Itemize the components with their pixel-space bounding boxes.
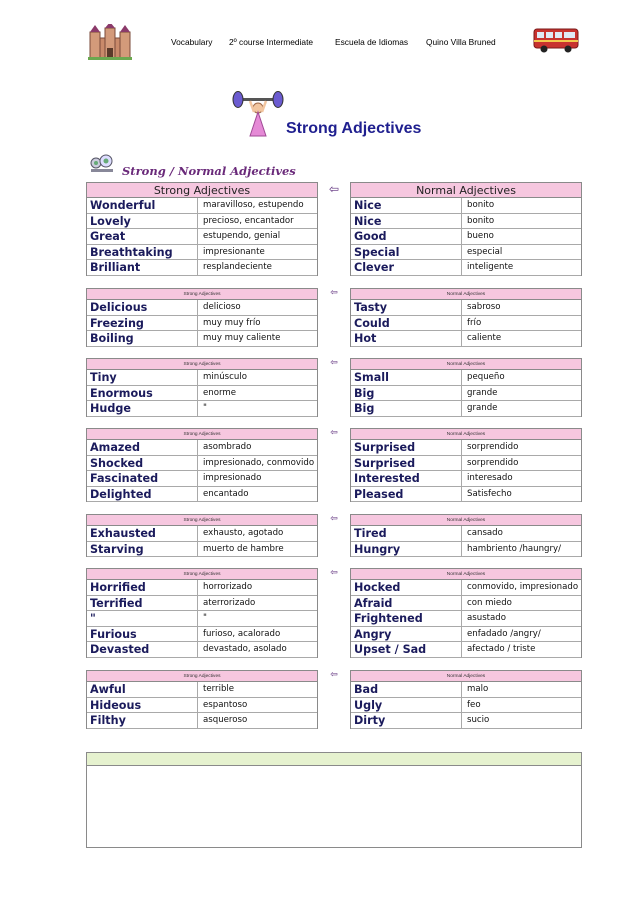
strong-adjectives-rows bbox=[86, 370, 318, 417]
spanish-meaning: sorprendido bbox=[467, 442, 519, 452]
adjective-word: Lovely bbox=[90, 214, 131, 228]
spanish-meaning: interesado bbox=[467, 473, 513, 483]
column-divider bbox=[197, 611, 198, 627]
adjective-word: Awful bbox=[90, 683, 126, 696]
spanish-meaning: furioso, acalorado bbox=[203, 628, 281, 639]
table-row bbox=[351, 245, 581, 261]
normal-adjectives-rows bbox=[350, 440, 582, 502]
adjective-group bbox=[86, 182, 582, 276]
spanish-meaning: inteligente bbox=[467, 262, 514, 272]
spanish-meaning: espantoso bbox=[203, 699, 248, 710]
table-row bbox=[351, 682, 581, 698]
column-divider bbox=[461, 198, 462, 214]
column-divider bbox=[197, 300, 198, 316]
normal-adjectives-column bbox=[350, 670, 582, 729]
column-divider bbox=[197, 580, 198, 596]
header-course: 2º course Intermediate bbox=[229, 37, 314, 47]
adjective-word: Horrified bbox=[90, 581, 146, 594]
table-row bbox=[87, 370, 317, 386]
adjective-word: " bbox=[90, 612, 96, 625]
spanish-meaning: bonito bbox=[467, 215, 495, 226]
page-title: Strong Adjectives bbox=[286, 120, 422, 137]
flask-icon bbox=[88, 151, 116, 173]
spanish-meaning: muy muy caliente bbox=[203, 333, 281, 343]
normal-adjectives-column bbox=[350, 568, 582, 658]
spanish-meaning: delicioso bbox=[203, 302, 241, 312]
strong-adjectives-header: Strong Adjectives bbox=[86, 358, 318, 370]
table-row bbox=[351, 596, 581, 612]
column-divider bbox=[461, 300, 462, 316]
adjective-word: Surprised bbox=[354, 456, 416, 470]
adjective-group bbox=[86, 428, 582, 502]
adjective-word: Ugly bbox=[354, 698, 383, 712]
strong-adjectives-column bbox=[86, 428, 318, 502]
column-divider bbox=[197, 471, 198, 487]
table-row bbox=[351, 698, 581, 714]
table-row bbox=[87, 331, 317, 347]
adjective-word: Exhausted bbox=[90, 527, 156, 540]
table-row bbox=[87, 300, 317, 316]
spanish-meaning: cansado bbox=[467, 528, 503, 538]
strong-adjectives-rows bbox=[86, 580, 318, 658]
table-row bbox=[87, 260, 317, 276]
table-row bbox=[87, 596, 317, 612]
spanish-meaning: sucio bbox=[467, 715, 490, 725]
column-divider bbox=[461, 331, 462, 347]
adjective-word: Boiling bbox=[90, 332, 134, 345]
column-divider bbox=[461, 471, 462, 487]
adjective-word: Hideous bbox=[90, 698, 142, 712]
spanish-meaning: " bbox=[203, 403, 207, 413]
table-row bbox=[87, 682, 317, 698]
column-divider bbox=[197, 542, 198, 558]
strong-adjectives-column bbox=[86, 670, 318, 729]
spanish-meaning: exhausto, agotado bbox=[203, 528, 284, 538]
table-row bbox=[87, 698, 317, 714]
adjective-word: Starving bbox=[90, 542, 144, 556]
strong-adjectives-header: Strong Adjectives bbox=[86, 428, 318, 440]
normal-adjectives-column bbox=[350, 182, 582, 276]
column-divider bbox=[197, 440, 198, 456]
table-row bbox=[351, 316, 581, 332]
spanish-meaning: especial bbox=[467, 246, 503, 257]
column-divider bbox=[461, 316, 462, 332]
table-row bbox=[87, 401, 317, 417]
column-divider bbox=[461, 440, 462, 456]
table-row bbox=[351, 440, 581, 456]
spanish-meaning: sabroso bbox=[467, 302, 501, 312]
left-arrow-icon: ⇦ bbox=[330, 287, 338, 297]
spanish-meaning: pequeño bbox=[467, 372, 505, 382]
left-arrow-icon: ⇦ bbox=[330, 669, 338, 679]
column-divider bbox=[197, 401, 198, 417]
spanish-meaning: con miedo bbox=[467, 597, 512, 608]
column-divider bbox=[197, 627, 198, 643]
table-row bbox=[351, 198, 581, 214]
spanish-meaning: Satisfecho bbox=[467, 488, 512, 499]
spanish-meaning: minúsculo bbox=[203, 372, 247, 382]
normal-adjectives-rows bbox=[350, 300, 582, 347]
column-divider bbox=[461, 401, 462, 417]
table-row bbox=[87, 526, 317, 542]
column-divider bbox=[461, 596, 462, 612]
adjective-word: Breathtaking bbox=[90, 245, 173, 259]
spanish-meaning: feo bbox=[467, 699, 481, 710]
column-divider bbox=[197, 642, 198, 658]
table-row bbox=[87, 642, 317, 658]
column-divider bbox=[461, 487, 462, 503]
table-row bbox=[87, 440, 317, 456]
table-row bbox=[351, 526, 581, 542]
spanish-meaning: impresionante bbox=[203, 246, 265, 257]
header-school: Escuela de Idiomas bbox=[335, 37, 409, 47]
spanish-meaning: grande bbox=[467, 403, 498, 413]
strong-adjectives-rows bbox=[86, 198, 318, 276]
adjective-word: Tired bbox=[354, 527, 387, 540]
normal-adjectives-header: Normal Adjectives bbox=[350, 428, 582, 440]
spanish-meaning: encantado bbox=[203, 488, 249, 499]
spanish-meaning: resplandeciente bbox=[203, 262, 272, 272]
column-divider bbox=[461, 245, 462, 261]
table-row bbox=[351, 580, 581, 596]
spanish-meaning: conmovido, impresionado bbox=[467, 582, 579, 592]
adjective-word: Wonderful bbox=[90, 199, 156, 212]
column-divider bbox=[197, 713, 198, 729]
adjective-word: Bad bbox=[354, 683, 379, 696]
table-row bbox=[351, 401, 581, 417]
table-row bbox=[351, 456, 581, 472]
column-divider bbox=[461, 260, 462, 276]
column-divider bbox=[197, 526, 198, 542]
adjective-word: Tasty bbox=[354, 301, 388, 314]
spanish-meaning: aterrorizado bbox=[203, 597, 256, 608]
spanish-meaning: terrible bbox=[203, 684, 235, 694]
normal-adjectives-column bbox=[350, 428, 582, 502]
normal-adjectives-header: Normal Adjectives bbox=[350, 358, 582, 370]
table-row bbox=[87, 580, 317, 596]
normal-adjectives-header: Normal Adjectives bbox=[350, 568, 582, 580]
column-divider bbox=[461, 386, 462, 402]
adjective-word: Devasted bbox=[90, 643, 150, 656]
table-row bbox=[87, 198, 317, 214]
adjective-word: Enormous bbox=[90, 386, 153, 400]
spanish-meaning: enorme bbox=[203, 387, 237, 398]
strong-adjectives-rows bbox=[86, 300, 318, 347]
column-divider bbox=[197, 487, 198, 503]
column-divider bbox=[197, 596, 198, 612]
table-row bbox=[351, 300, 581, 316]
column-divider bbox=[461, 682, 462, 698]
spanish-meaning: estupendo, genial bbox=[203, 231, 281, 241]
adjective-word: Surprised bbox=[354, 441, 416, 454]
column-divider bbox=[461, 370, 462, 386]
adjective-word: Hocked bbox=[354, 581, 401, 594]
table-row bbox=[351, 611, 581, 627]
strong-adjectives-header: Strong Adjectives bbox=[86, 514, 318, 526]
strong-adjectives-rows bbox=[86, 526, 318, 557]
column-divider bbox=[461, 627, 462, 643]
table-row bbox=[351, 331, 581, 347]
spanish-meaning: bonito bbox=[467, 200, 495, 210]
normal-adjectives-column bbox=[350, 514, 582, 557]
column-divider bbox=[197, 229, 198, 245]
adjective-word: Freezing bbox=[90, 316, 144, 330]
adjective-word: Clever bbox=[354, 261, 395, 274]
spanish-meaning: asombrado bbox=[203, 442, 252, 452]
left-arrow-icon: ⇦ bbox=[330, 513, 338, 523]
adjective-word: Fascinated bbox=[90, 472, 159, 485]
strong-adjectives-header: Strong Adjectives bbox=[86, 182, 318, 198]
column-divider bbox=[461, 229, 462, 245]
header-location: Quino Villa Bruned bbox=[426, 37, 496, 47]
section-title: Strong / Normal Adjectives bbox=[122, 164, 296, 178]
column-divider bbox=[197, 316, 198, 332]
adjective-word: Pleased bbox=[354, 487, 404, 501]
adjective-word: Great bbox=[90, 230, 126, 243]
spanish-meaning: horrorizado bbox=[203, 582, 253, 592]
table-row bbox=[351, 642, 581, 658]
adjective-word: Nice bbox=[354, 199, 382, 212]
spanish-meaning: grande bbox=[467, 387, 498, 398]
adjective-word: Nice bbox=[354, 214, 382, 228]
table-row bbox=[351, 542, 581, 558]
adjective-word: Interested bbox=[354, 472, 420, 485]
adjective-word: Big bbox=[354, 386, 375, 400]
spanish-meaning: impresionado bbox=[203, 473, 262, 483]
column-divider bbox=[197, 370, 198, 386]
table-row bbox=[351, 627, 581, 643]
adjective-word: Hungry bbox=[354, 542, 401, 556]
table-row bbox=[87, 229, 317, 245]
table-row bbox=[87, 316, 317, 332]
adjective-word: Shocked bbox=[90, 456, 144, 470]
adjective-word: Could bbox=[354, 316, 390, 330]
spanish-meaning: afectado / triste bbox=[467, 644, 536, 654]
column-divider bbox=[461, 456, 462, 472]
normal-adjectives-rows bbox=[350, 682, 582, 729]
adjective-word: Filthy bbox=[90, 714, 126, 727]
normal-adjectives-rows bbox=[350, 198, 582, 276]
column-divider bbox=[461, 526, 462, 542]
adjective-group bbox=[86, 670, 582, 729]
adjective-word: Tiny bbox=[90, 371, 117, 384]
adjective-group bbox=[86, 288, 582, 347]
spanish-meaning: asustado bbox=[467, 613, 507, 623]
column-divider bbox=[197, 682, 198, 698]
table-row bbox=[351, 370, 581, 386]
adjective-word: Small bbox=[354, 371, 389, 384]
left-arrow-icon: ⇦ bbox=[328, 182, 340, 196]
column-divider bbox=[197, 331, 198, 347]
left-arrow-icon: ⇦ bbox=[330, 567, 338, 577]
table-row bbox=[87, 713, 317, 729]
table-row bbox=[351, 713, 581, 729]
spanish-meaning: impresionado, conmovido bbox=[203, 457, 315, 468]
notes-header-bar bbox=[87, 753, 581, 766]
normal-adjectives-header: Normal Adjectives bbox=[350, 288, 582, 300]
normal-adjectives-column bbox=[350, 358, 582, 417]
strong-adjectives-rows bbox=[86, 440, 318, 502]
adjective-word: Amazed bbox=[90, 441, 140, 454]
adjective-word: Hudge bbox=[90, 402, 131, 415]
spanish-meaning: " bbox=[203, 613, 207, 623]
strong-adjectives-header: Strong Adjectives bbox=[86, 568, 318, 580]
spanish-meaning: frío bbox=[467, 317, 482, 328]
adjective-word: Good bbox=[354, 230, 387, 243]
table-row bbox=[87, 214, 317, 230]
column-divider bbox=[197, 386, 198, 402]
table-row bbox=[87, 471, 317, 487]
column-divider bbox=[461, 542, 462, 558]
adjective-word: Hot bbox=[354, 332, 377, 345]
adjective-group bbox=[86, 514, 582, 557]
column-divider bbox=[461, 642, 462, 658]
column-divider bbox=[461, 698, 462, 714]
column-divider bbox=[461, 580, 462, 596]
table-row bbox=[351, 386, 581, 402]
strong-adjectives-column bbox=[86, 182, 318, 276]
column-divider bbox=[197, 698, 198, 714]
spanish-meaning: asqueroso bbox=[203, 715, 248, 725]
normal-adjectives-header: Normal Adjectives bbox=[350, 182, 582, 198]
adjective-word: Furious bbox=[90, 627, 137, 641]
normal-adjectives-rows bbox=[350, 526, 582, 557]
spanish-meaning: precioso, encantador bbox=[203, 215, 294, 226]
normal-adjectives-header: Normal Adjectives bbox=[350, 670, 582, 682]
adjective-word: Frightened bbox=[354, 612, 423, 625]
table-row bbox=[87, 542, 317, 558]
adjective-word: Angry bbox=[354, 627, 392, 641]
column-divider bbox=[197, 245, 198, 261]
adjective-group bbox=[86, 358, 582, 417]
table-row bbox=[351, 260, 581, 276]
weightlifter-icon bbox=[232, 90, 284, 138]
column-divider bbox=[197, 456, 198, 472]
table-row bbox=[351, 471, 581, 487]
strong-adjectives-rows bbox=[86, 682, 318, 729]
spanish-meaning: muerto de hambre bbox=[203, 543, 284, 554]
header-vocabulary: Vocabulary bbox=[171, 37, 213, 47]
adjective-word: Terrified bbox=[90, 596, 143, 610]
left-arrow-icon: ⇦ bbox=[330, 357, 338, 367]
left-arrow-icon: ⇦ bbox=[330, 427, 338, 437]
table-row bbox=[87, 611, 317, 627]
adjective-word: Special bbox=[354, 245, 400, 259]
adjective-word: Dirty bbox=[354, 714, 386, 727]
table-row bbox=[351, 214, 581, 230]
strong-adjectives-column bbox=[86, 568, 318, 658]
adjective-word: Upset / Sad bbox=[354, 643, 427, 656]
strong-adjectives-column bbox=[86, 358, 318, 417]
table-row bbox=[87, 627, 317, 643]
table-row bbox=[87, 487, 317, 503]
column-divider bbox=[461, 611, 462, 627]
column-divider bbox=[197, 214, 198, 230]
column-divider bbox=[197, 198, 198, 214]
spanish-meaning: maravilloso, estupendo bbox=[203, 200, 304, 210]
strong-adjectives-column bbox=[86, 288, 318, 347]
spanish-meaning: devastado, asolado bbox=[203, 644, 287, 654]
strong-adjectives-column bbox=[86, 514, 318, 557]
notes-box bbox=[86, 752, 582, 848]
normal-adjectives-column bbox=[350, 288, 582, 347]
spanish-meaning: malo bbox=[467, 684, 489, 694]
strong-adjectives-header: Strong Adjectives bbox=[86, 670, 318, 682]
adjective-word: Big bbox=[354, 402, 375, 415]
table-row bbox=[351, 487, 581, 503]
normal-adjectives-rows bbox=[350, 580, 582, 658]
normal-adjectives-rows bbox=[350, 370, 582, 417]
table-row bbox=[87, 245, 317, 261]
spanish-meaning: hambriento /haungry/ bbox=[467, 543, 562, 554]
normal-adjectives-header: Normal Adjectives bbox=[350, 514, 582, 526]
column-divider bbox=[461, 713, 462, 729]
adjective-word: Afraid bbox=[354, 596, 393, 610]
spanish-meaning: caliente bbox=[467, 333, 502, 343]
spanish-meaning: enfadado /angry/ bbox=[467, 628, 541, 639]
table-row bbox=[87, 386, 317, 402]
spanish-meaning: muy muy frío bbox=[203, 317, 261, 328]
adjective-group bbox=[86, 568, 582, 658]
column-divider bbox=[197, 260, 198, 276]
table-row bbox=[87, 456, 317, 472]
adjective-word: Delighted bbox=[90, 487, 152, 501]
bus-icon bbox=[532, 26, 580, 54]
adjective-word: Delicious bbox=[90, 301, 148, 314]
spanish-meaning: sorprendido bbox=[467, 457, 519, 468]
adjective-word: Brilliant bbox=[90, 261, 141, 274]
strong-adjectives-header: Strong Adjectives bbox=[86, 288, 318, 300]
spanish-meaning: bueno bbox=[467, 231, 494, 241]
table-row bbox=[351, 229, 581, 245]
column-divider bbox=[461, 214, 462, 230]
